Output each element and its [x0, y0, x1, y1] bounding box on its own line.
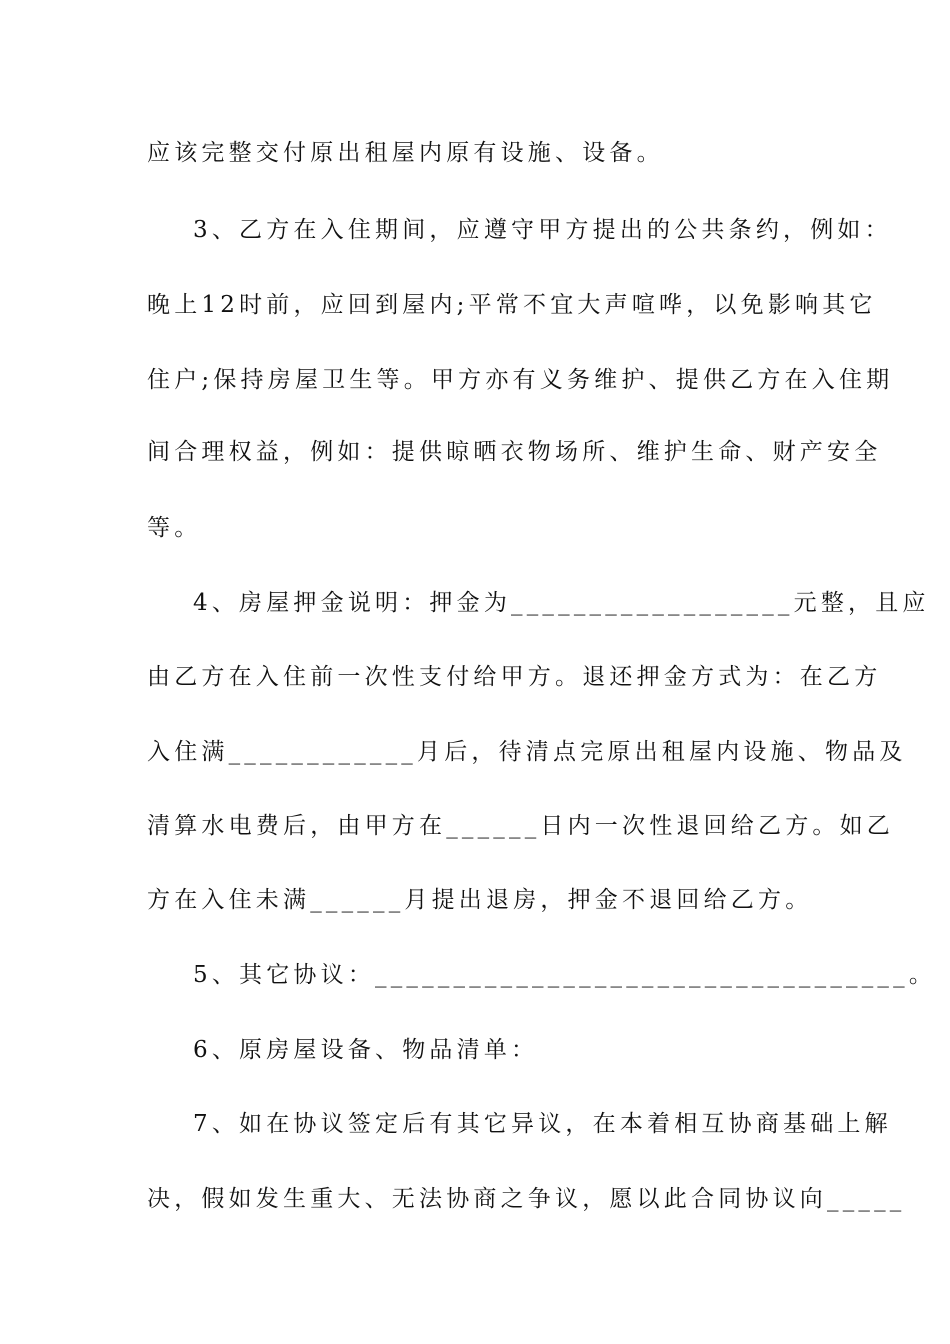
clause-3-line-4: 间合理权益，例如：提供晾晒衣物场所、维护生命、财产安全: [147, 439, 882, 465]
clause-4-line-5: 方在入住未满______月提出退房，押金不退回给乙方。: [147, 887, 813, 913]
clause-3-line-1: 3、乙方在入住期间，应遵守甲方提出的公共条约，例如：: [193, 217, 892, 243]
clause-7-line-1: 7、如在协议签定后有其它异议，在本着相互协商基础上解: [193, 1111, 892, 1137]
clause-7-line-2: 决，假如发生重大、无法协商之争议，愿以此合同协议向_____: [147, 1186, 906, 1212]
clause-4-line-1: 4、房屋押金说明：押金为__________________元整，且应: [193, 590, 930, 616]
clause-4-line-3: 入住满____________月后，待清点完原出租屋内设施、物品及: [147, 739, 907, 765]
clause-4-line-2: 由乙方在入住前一次性支付给甲方。退还押金方式为：在乙方: [147, 664, 882, 690]
clause-3-line-2: 晚上12时前，应回到屋内;平常不宜大声喧哗，以免影响其它: [147, 292, 877, 318]
clause-3-line-5: 等。: [147, 515, 202, 541]
clause-5-line-1: 5、其它协议：__________________________________。: [193, 962, 937, 988]
text-line-1: 应该完整交付原出租屋内原有设施、设备。: [147, 140, 664, 166]
clause-4-line-4: 清算水电费后，由甲方在______日内一次性退回给乙方。如乙: [147, 813, 894, 839]
clause-3-line-3: 住户;保持房屋卫生等。甲方亦有义务维护、提供乙方在入住期: [147, 367, 894, 393]
clause-6-line-1: 6、原房屋设备、物品清单：: [193, 1037, 539, 1063]
